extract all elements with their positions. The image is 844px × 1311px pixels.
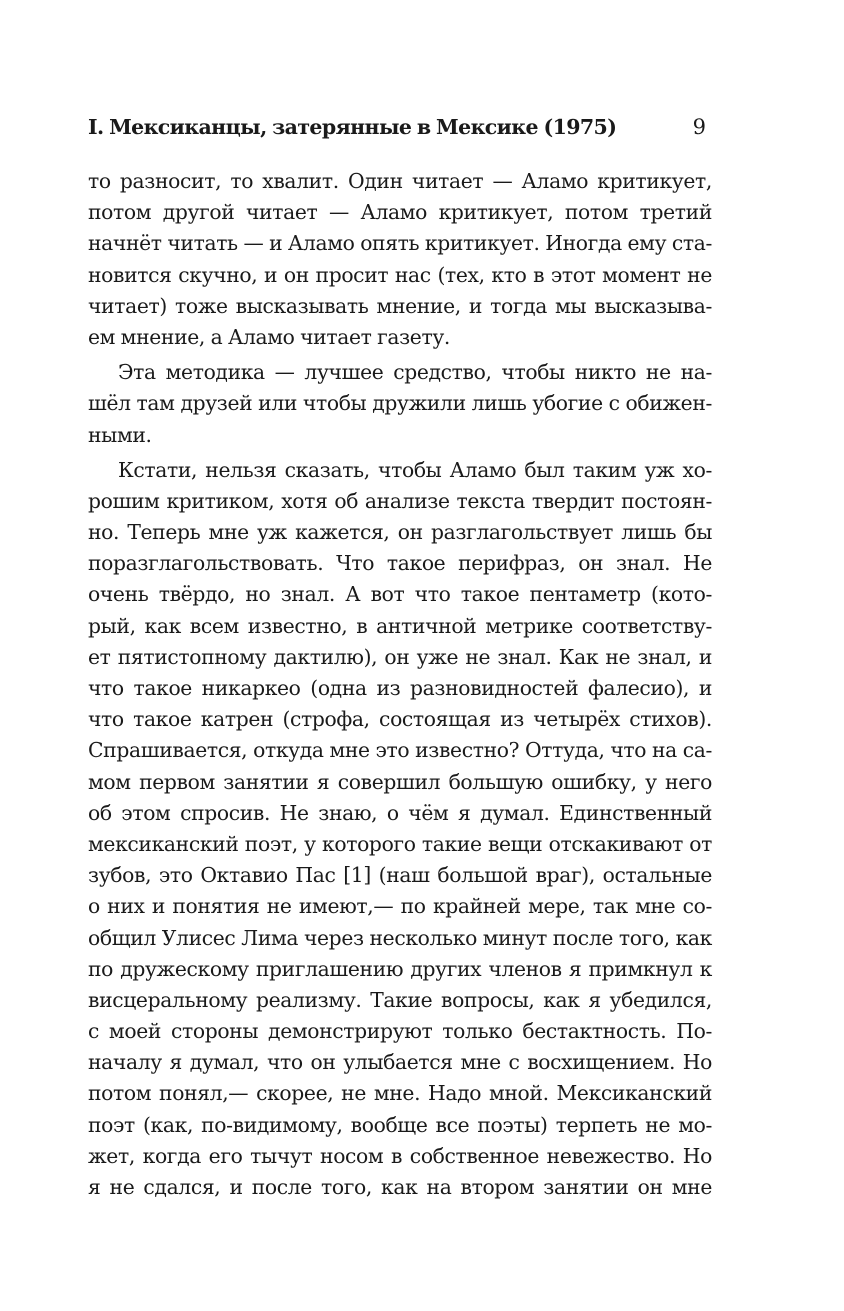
text-line: о них и понятия не имеют,— по крайней мере, так мне со- bbox=[88, 894, 712, 919]
text-line: мексиканский поэт, у которого такие вещи отскакивают от bbox=[88, 831, 712, 856]
text-line: поразглагольствовать. Что такое перифраз, он знал. Не bbox=[88, 551, 712, 576]
text-line: с моей стороны демонстрируют только бестактность. По- bbox=[88, 1019, 712, 1044]
text-line: началу я думал, что он улыбается мне с восхищением. Но bbox=[88, 1050, 712, 1075]
text-line: ем мнение, а Аламо читает газету. bbox=[88, 324, 450, 349]
text-line: рый, как всем известно, в античной метрике соответству- bbox=[88, 613, 712, 638]
text-line: поэт (как, по-видимому, вообще все поэты) терпеть не мо- bbox=[88, 1112, 712, 1137]
text-line: потом понял,— скорее, не мне. Надо мной. Мексиканский bbox=[88, 1081, 712, 1106]
text-line: очень твёрдо, но знал. А вот что такое пентаметр (кото- bbox=[88, 582, 712, 607]
body-text bbox=[88, 166, 712, 1203]
text-line: начнёт читать — и Аламо опять критикует. Иногда ему ста- bbox=[88, 231, 712, 256]
text-line: жет, когда его тычут носом в собственное невежество. Но bbox=[88, 1143, 712, 1168]
paragraph bbox=[88, 357, 712, 451]
text-line: новится скучно, и он просит нас (тех, кто в этот момент не bbox=[88, 262, 712, 287]
text-line: мом первом занятии я совершил большую ошибку, у него bbox=[88, 769, 712, 794]
text-line: ет пятистопному дактилю), он уже не знал. Как не знал, и bbox=[88, 644, 712, 669]
text-line: висцеральному реализму. Такие вопросы, как я убедился, bbox=[88, 987, 712, 1012]
text-line: я не сдался, и после того, как на втором занятии он мне bbox=[88, 1175, 712, 1199]
paragraph bbox=[88, 455, 712, 1204]
text-line: общил Улисес Лима через несколько минут после того, как bbox=[88, 925, 712, 950]
text-line: об этом спросив. Не знаю, о чём я думал. Единственный bbox=[88, 800, 712, 825]
text-line: что такое катрен (строфа, состоящая из четырёх стихов). bbox=[88, 707, 712, 732]
text-line: Эта методика — лучшее средство, чтобы никто не на- bbox=[118, 360, 712, 385]
text-line: рошим критиком, хотя об анализе текста твердит постоян- bbox=[88, 488, 712, 513]
page-number: 9 bbox=[692, 115, 706, 139]
text-line: то разносит, то хвалит. Один читает — Аламо критикует, bbox=[88, 169, 712, 193]
paragraph bbox=[88, 166, 712, 353]
text-line: шёл там друзей или чтобы дружили лишь убогие с обижен- bbox=[88, 391, 712, 416]
text-line: зубов, это Октавио Пас [1] (наш большой враг), остальные bbox=[88, 863, 712, 888]
text-line: но. Теперь мне уж кажется, он разглагольствует лишь бы bbox=[88, 520, 712, 545]
text-line: ными. bbox=[88, 422, 152, 447]
text-line: потом другой читает — Аламо критикует, потом третий bbox=[88, 200, 712, 225]
running-head bbox=[88, 112, 708, 144]
text-line: что такое никаркео (одна из разновидностей фалесио), и bbox=[88, 676, 712, 700]
chapter-title: I. Мексиканцы, затерянные в Мексике (1975) bbox=[88, 115, 617, 139]
text-line: по дружескому приглашению других членов я примкнул к bbox=[88, 956, 712, 981]
text-line: читает) тоже высказывать мнение, и тогда мы высказыва- bbox=[88, 293, 712, 318]
text-line: Кстати, нельзя сказать, чтобы Аламо был таким уж хо- bbox=[118, 457, 712, 482]
text-line: Спрашивается, откуда мне это известно? Оттуда, что на са- bbox=[88, 738, 712, 763]
